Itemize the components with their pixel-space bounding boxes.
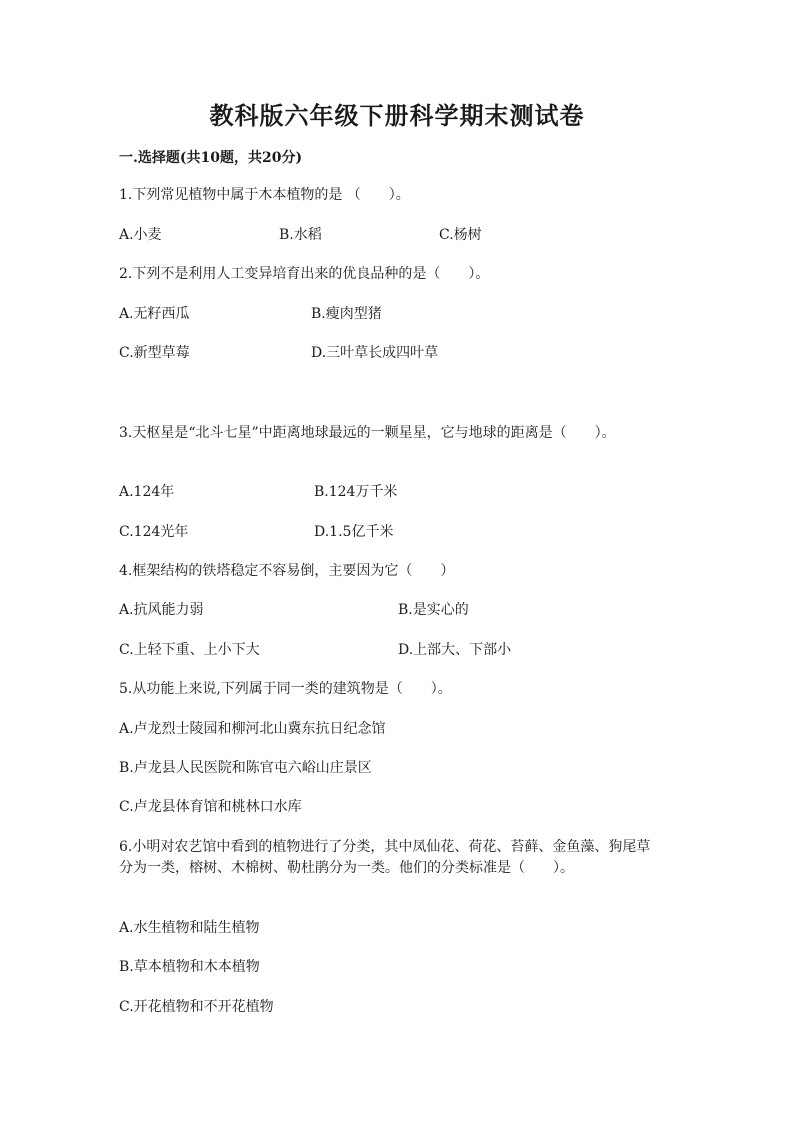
question-6: 6.小明对农艺馆中看到的植物进行了分类，其中凤仙花、荷花、苔藓、金鱼藻、狗尾草分为一类，榕树、木棉树、勒杜鹃分为一类。他们的分类标准是（ ）。 <box>119 839 651 876</box>
q1-option-c[interactable]: C.杨树 <box>439 227 482 243</box>
q5-option-b[interactable]: B.卢龙县人民医院和陈官屯六峪山庄景区 <box>119 760 372 776</box>
q6-option-c[interactable]: C.开花植物和不开花植物 <box>119 999 274 1015</box>
q1-option-a[interactable]: A.小麦 <box>119 227 162 243</box>
q3-option-d[interactable]: D.1.5亿千米 <box>314 524 394 540</box>
q3-option-c[interactable]: C.124光年 <box>119 524 189 540</box>
q2-option-a[interactable]: A.无籽西瓜 <box>119 306 190 322</box>
question-4: 4.框架结构的铁塔稳定不容易倒，主要因为它（ ） <box>119 563 455 579</box>
q3-option-a[interactable]: A.124年 <box>119 484 175 500</box>
q2-option-d[interactable]: D.三叶草长成四叶草 <box>311 345 439 361</box>
question-2: 2.下列不是利用人工变异培育出来的优良品种的是（ ）。 <box>119 266 490 282</box>
q2-option-c[interactable]: C.新型草莓 <box>119 345 190 361</box>
q5-option-c[interactable]: C.卢龙县体育馆和桃林口水库 <box>119 799 302 815</box>
q4-option-b[interactable]: B.是实心的 <box>398 602 469 618</box>
question-1: 1.下列常见植物中属于木本植物的是 （ ）。 <box>119 187 410 203</box>
q6-option-b[interactable]: B.草本植物和木本植物 <box>119 959 260 975</box>
q4-option-a[interactable]: A.抗风能力弱 <box>119 602 204 618</box>
question-5: 5.从功能上来说,下列属于同一类的建筑物是（ ）。 <box>119 681 452 697</box>
q5-option-a[interactable]: A.卢龙烈士陵园和柳河北山冀东抗日纪念馆 <box>119 721 386 737</box>
q1-option-b[interactable]: B.水稻 <box>279 227 322 243</box>
q3-option-b[interactable]: B.124万千米 <box>314 484 398 500</box>
section-heading: 一.选择题(共10题，共20分) <box>119 150 303 166</box>
q4-option-c[interactable]: C.上轻下重、上小下大 <box>119 642 260 658</box>
page-title: 教科版六年级下册科学期末测试卷 <box>209 101 585 130</box>
q2-option-b[interactable]: B.瘦肉型猪 <box>311 306 382 322</box>
q4-option-d[interactable]: D.上部大、下部小 <box>398 642 512 658</box>
q6-option-a[interactable]: A.水生植物和陆生植物 <box>119 920 260 936</box>
question-3: 3.天枢星是“北斗七星”中距离地球最远的一颗星星，它与地球的距离是（ ）。 <box>119 425 616 441</box>
